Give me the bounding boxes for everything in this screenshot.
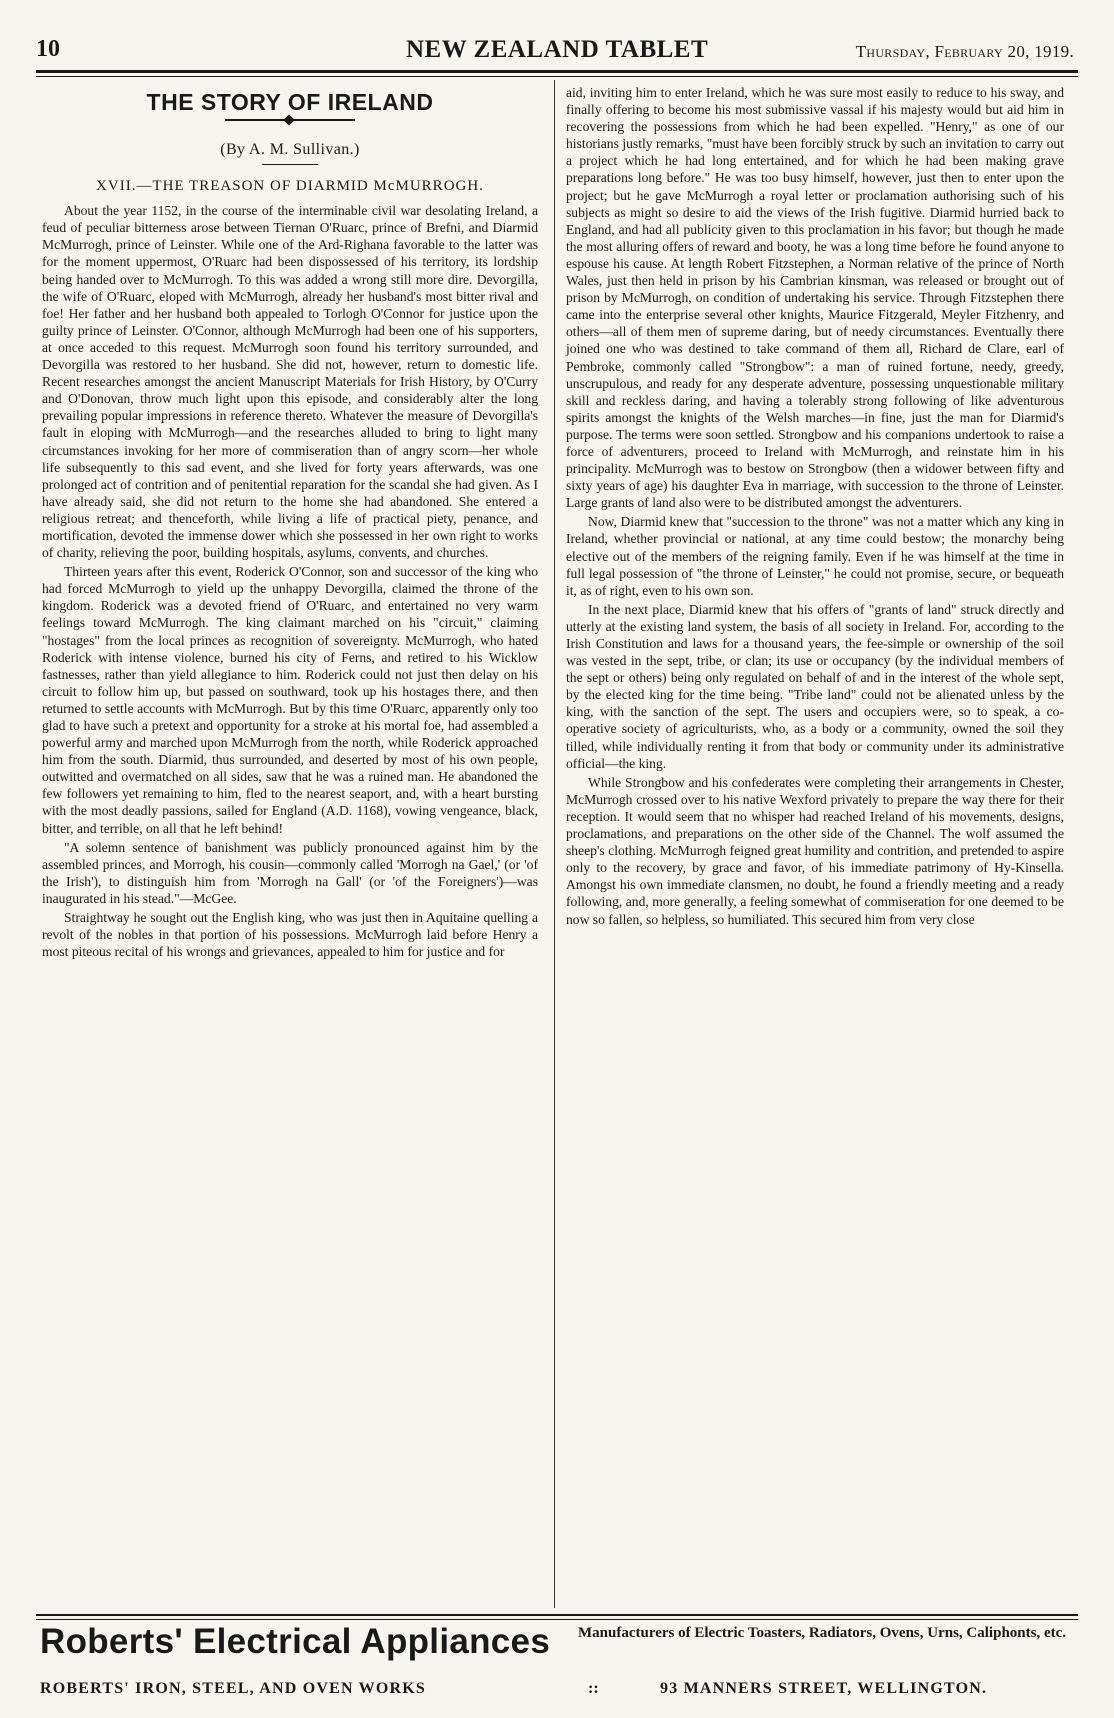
- advertisement-rule-thin: [36, 1619, 1078, 1620]
- left-column: [42, 88, 538, 962]
- paragraph: "A solemn sentence of banishment was publicly pronounced against him by the assembled princes, and Morrogh, his cousin—commonly called 'Morrogh na Gael,' (or 'of the Irish'), to distinguish him from 'Morrogh na Gall' (or 'of the Foreigners')—was inaugurated in his stead."—McGee.: [42, 839, 538, 906]
- paragraph: While Strongbow and his confederates were completing their arrangements in Chester, McMurrogh crossed over to his native Wexford privately to prepare the way there for their reception. It would seem that no whisper had reached Ireland of his movements, designs, proclamations, and preparations on the other side of the Channel. The wolf assumed the sheep's clothing. McMurrogh feigned great humility and contrition, and pretended to aspire only to the recovery, by grace and favor, of his immediate patrimony of Hy-Kinsella. Amongst his own immediate clansmen, no doubt, he found a friendly meeting and a ready following, and, more generally, a feeling somewhat of commiseration for one deemed to be now so fallen, so helpless, so humiliated. This secured him from very close: [566, 774, 1064, 927]
- paragraph: Straightway he sought out the English king, who was just then in Aquitaine quelling a revolt of the nobles in that portion of his possessions. McMurrogh laid before Henry a most piteous recital of his wrongs and grievances, appealed to him for justice and for: [42, 910, 538, 960]
- issue-date: Thursday, February 20, 1919.: [855, 42, 1074, 61]
- advertisement-rule: [36, 1614, 1078, 1616]
- paragraph: About the year 1152, in the course of the interminable civil war desolating Ireland, a feud of peculiar bitterness arose between Tiernan O'Ruarc, prince of Brefni, and Diarmid McMurrogh, prince of Leinster. While one of the Ard-Righana favorable to the latter was for the moment uppermost, O'Ruarc had been dispossessed of his territory, its lordship being handed over to McMurrogh. To this was added a wrong still more dire. Devorgilla, the wife of O'Ruarc, eloped with McMurrogh, already her husband's most bitter rival and foe! Her father and her husband both appealed to Torlogh O'Connor for justice upon the guilty prince of Leinster. O'Connor, although McMurrogh had been one of his supporters, at once acceded to this request. McMurrogh soon found his territory surrounded, and Devorgilla was restored to her husband. She did not, however, return to domestic life. Recent researches amongst the ancient Manuscript Materials for Irish History, by O'Curry and O'Donovan, throw much light upon this episode, and considerably alter the long prevailing popular impressions in reference thereto. Whatever the measure of Devorgilla's fault in eloping with McMurrogh—and the researches alluded to bring to light many circumstances invoking for her more of commiseration than of angry scorn—her whole life subsequently to this sad event, and she lived for forty years afterwards, was one prolonged act of contrition and of penitential reparation for the scandal she had given. As I have already said, she did not return to the home she had abandoned. She entered a religious retreat; and thenceforth, while living a life of practical piety, penance, and mortification, devoted the immense dower which she possessed in her own right to works of charity, relieving the poor, building hospitals, asylums, convents, and churches.: [42, 203, 538, 561]
- article-title: THE STORY OF IRELAND: [146, 89, 434, 115]
- byline-rule: [262, 164, 318, 165]
- advertisement-company: Roberts' Electrical Appliances: [40, 1622, 551, 1661]
- masthead: [36, 36, 1078, 70]
- masthead-rule: [36, 70, 1078, 73]
- title-ornament: [225, 119, 355, 121]
- byline: (By A. M. Sullivan.): [220, 141, 360, 159]
- page-number: 10: [36, 36, 60, 62]
- advertisement-works: ROBERTS' IRON, STEEL, AND OVEN WORKS: [40, 1680, 426, 1697]
- right-column: [566, 84, 1064, 930]
- masthead-rule-thin: [36, 76, 1078, 77]
- advertisement-separator: ::: [588, 1680, 599, 1697]
- paragraph: In the next place, Diarmid knew that his offers of "grants of land" struck directly and utterly at the existing land system, the basis of all society in Ireland. For, according to the Irish Constitution and laws for a thousand years, the fee-simple or ownership of the soil was vested in the sept, tribe, or clan; its use or occupancy (by the individual members of the sept or others) being only regulated on behalf of and in the interest of the whole sept, by the elected king for the time being. "Tribe land" could not be alienated unless by the king, with the sanction of the sept. The users and occupiers were, so to speak, a co-operative society of agriculturists, who, as a body or a community, owned the soil they tilled, while individually renting it from that body or community under its administrative official—the king.: [566, 601, 1064, 771]
- advertisement-address: 93 MANNERS STREET, WELLINGTON.: [660, 1680, 988, 1697]
- advertisement-description: Manufacturers of Electric Toasters, Radiators, Ovens, Urns, Caliphonts, etc.: [578, 1625, 1067, 1641]
- paragraph: aid, inviting him to enter Ireland, which he was sure most easily to reduce to his sway, and finally offering to become his most submissive vassal if his majesty would but aid him in recovering the possessions from which he had been expelled. "Henry," as one of our historians justly remarks, "must have been forcibly struck by such an invitation to carry out a project which he had long entertained, and for which he had been making grave preparations long before." He was too busy himself, however, just then to enter upon the project; but he gave McMurrogh a royal letter or proclamation authorising such of his subjects as might so desire to aid the views of the Irish fugitive. Diarmid hurried back to England, and had all publicity given to this proclamation in his favor; but though he made the most alluring offers of reward and booty, he was a long time before he found anyone to espouse his cause. At length Robert Fitzstephen, a Norman relative of the prince of North Wales, just then held in prison by his Cambrian kinsman, was released or brought out of prison by McMurrogh, on condition of undertaking his service. Through Fitzstephen there came into the enterprise several other knights, Maurice Fitzgerald, Meyler Fitzhenry, and others—all of them men of supreme daring, but of needy circumstances. Eventually there joined one who was destined to take command of them all, Richard de Clare, earl of Pembroke, commonly called "Strongbow": a man of ruined fortune, needy, greedy, unscrupulous, and ready for any desperate adventure, possessing unquestionable military skill and reckless daring, and having a tolerably strong following of like adventurous spirits amongst the knights of the Welsh marches—in fine, just the man for Diarmid's purpose. The terms were soon settled. Strongbow and his companions undertook to raise a force of adventurers, proceed to Ireland with McMurrogh, and reinstate him in his principality. McMurrogh was to bestow on Strongbow (then a widower between fifty and sixty years of age) his daughter Eva in marriage, with succession to the throne of Leinster. Large grants of land also were to be distributed amongst the adventurers.: [566, 85, 1064, 511]
- paragraph: Now, Diarmid knew that "succession to the throne" was not a matter which any king in Ireland, whether provincial or national, at any time could bestow; the monarchy being elective out of the members of the reigning family. Even if he was himself at the time in full legal possession of "the throne of Leinster," he could not promise, secure, or bequeath it, as of right, even to his own son.: [566, 514, 1064, 598]
- paragraph: Thirteen years after this event, Roderick O'Connor, son and successor of the king who had forced McMurrogh to yield up the unhappy Devorgilla, claimed the throne of the kingdom. Roderick was a devoted friend of O'Ruarc, and entertained no very warm feelings toward McMurrogh. The king claimant marched on his "circuit," claiming "hostages" from the local princes as recognition of sovereignty. McMurrogh, who hated Roderick with intense violence, burned his city of Ferns, and retired to his Wicklow fastnesses, rather than yield allegiance to him. Roderick could not just then delay on his circuit to follow him up, but passed on southward, took up his hostages there, and then returned to settle accounts with McMurrogh. But by this time O'Ruarc, apparently only too glad to have such a pretext and opportunity for a stroke at his mortal foe, had assembled a powerful army and marched upon McMurrogh from the north, while Roderick approached him from the south. Diarmid, thus surrounded, and deserted by most of his own people, outwitted and overmatched on all sides, saw that he was a ruined man. He abandoned the few followers yet remaining to him, fled to the nearest seaport, and, with a heart bursting with the most deadly passions, sailed for England (A.D. 1168), vowing vengeance, black, bitter, and terrible, on all that he left behind!: [42, 564, 538, 836]
- column-divider: [554, 80, 555, 1608]
- section-heading: XVII.—THE TREASON OF DIARMID McMURROGH.: [96, 178, 484, 195]
- publication-title: NEW ZEALAND TABLET: [406, 36, 709, 63]
